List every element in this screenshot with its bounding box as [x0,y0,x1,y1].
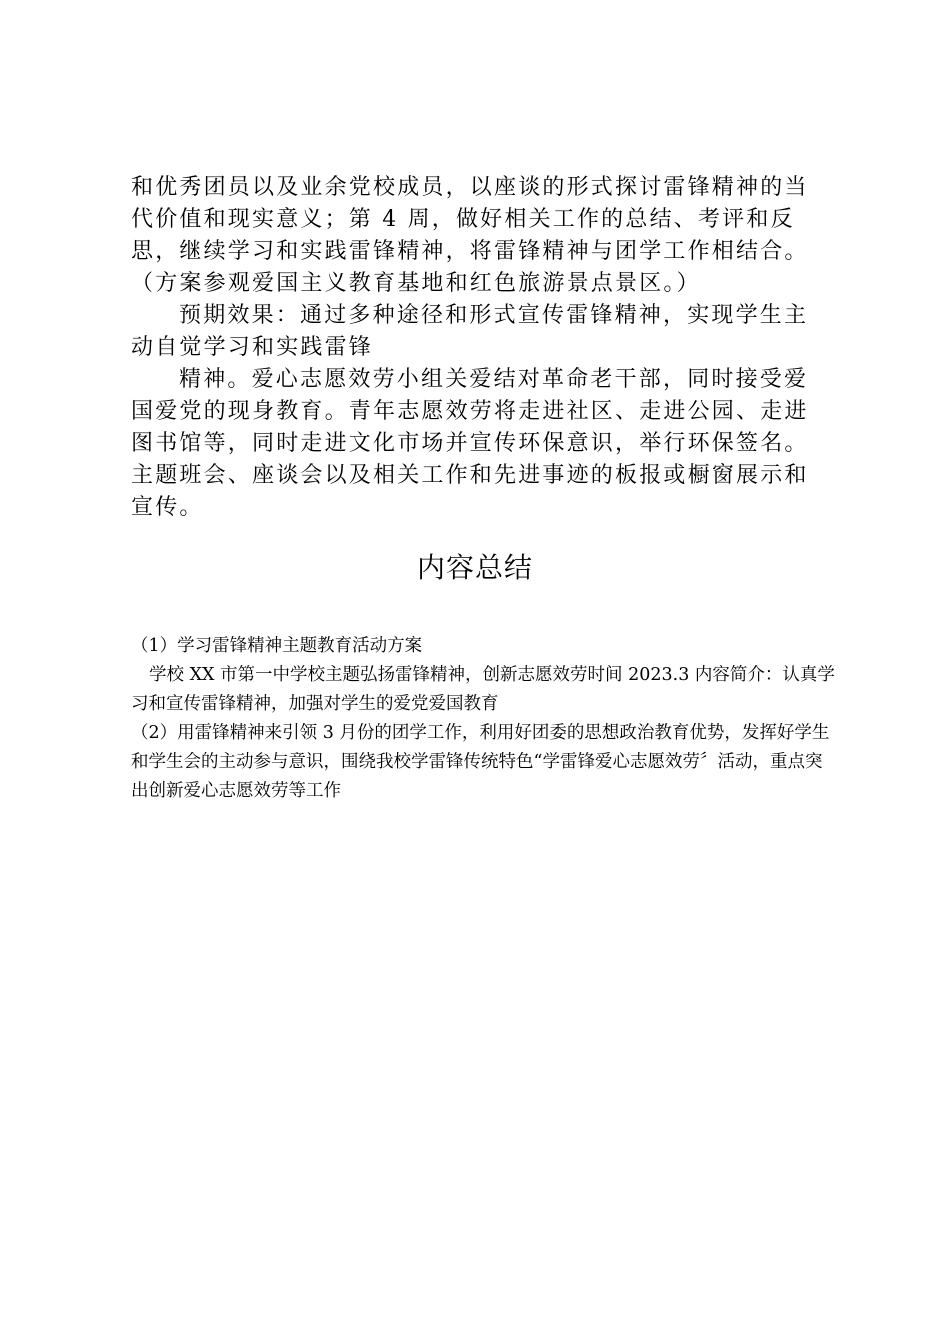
paragraph-activity-schedule: 和优秀团员以及业余党校成员，以座谈的形式探讨雷锋精神的当代价值和现实意义；第 4 周，做好相关工作的总结、考评和反思，继续学习和实践雷锋精神，将雷锋精神与团学工作相结合。（方案参观爱国主义教育基地和红色旅游景点景区。） [131,175,809,296]
summary-item-1: （1）学习雷锋精神主题教育活动方案 [131,636,423,656]
summary-title: 内容总结 [416,551,533,584]
summary-section [131,632,836,806]
body-text [131,172,821,524]
paragraph-expected-effect: 预期效果：通过多种途径和形式宣传雷锋精神，实现学生主动自觉学习和实践雷锋 [131,303,809,360]
summary-item-intro: 学校 XX 市第一中学校主题弘扬雷锋精神，创新志愿效劳时间 2023.3 内容简介：认真学习和宣传雷锋精神，加强对学生的爱党爱国教育 [131,665,835,714]
summary-item-2: （2）用雷锋精神来引领 3 月份的团学工作，利用好团委的思想政治教育优势，发挥好学生和学生会的主动参与意识，围绕我校学雷锋传统特色“学雷锋爱心志愿效劳〞活动，重点突出创新爱心志愿效劳等工作 [131,723,830,801]
paragraph-volunteer-service: 精神。爱心志愿效劳小组关爱结对革命老干部，同时接受爱国爱党的现身教育。青年志愿效劳将走进社区、走进公园、走进图书馆等，同时走进文化市场并宣传环保意识，举行环保签名。主题班会、座谈会以及相关工作和先进事迹的板报或橱窗展示和宣传。 [131,367,809,520]
